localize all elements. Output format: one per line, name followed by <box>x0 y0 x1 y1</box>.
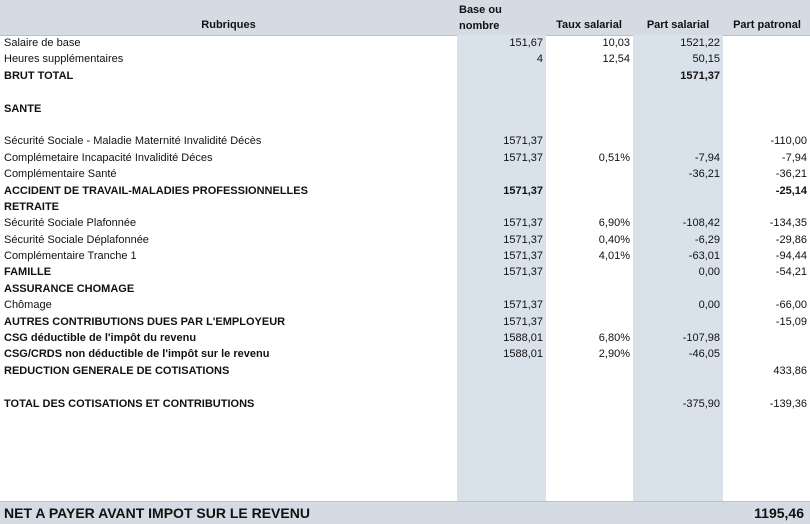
header-base-ou-nombre <box>459 2 545 34</box>
table-row <box>0 150 810 166</box>
row-taux: 0,40% <box>598 233 630 246</box>
row-label: SANTE <box>4 102 42 115</box>
table-row <box>0 166 810 182</box>
table-header <box>0 0 810 36</box>
row-label: Complémentaire Tranche 1 <box>4 250 137 263</box>
table-row <box>0 199 810 215</box>
row-part-patronal: -110,00 <box>770 135 807 148</box>
net-a-payer-row <box>0 501 810 524</box>
table-row <box>0 379 810 395</box>
row-label: RETRAITE <box>4 200 59 213</box>
table-row <box>0 264 810 280</box>
header-taux-salarial: Taux salarial <box>556 19 622 31</box>
header-part-salarial: Part salarial <box>646 19 710 31</box>
row-base: 1588,01 <box>503 332 543 345</box>
row-part-salarial: 50,15 <box>692 53 720 66</box>
row-label: CSG/CRDS non déductible de l'impôt sur le revenu <box>4 348 270 361</box>
row-taux: 0,51% <box>598 151 630 164</box>
row-label: AUTRES CONTRIBUTIONS DUES PAR L'EMPLOYEUR <box>4 315 286 328</box>
row-part-patronal: -29,86 <box>775 233 807 246</box>
net-a-payer-label: NET A PAYER AVANT IMPOT SUR LE REVENU <box>4 505 310 521</box>
row-part-patronal: -15,09 <box>775 315 807 328</box>
row-taux: 6,80% <box>598 332 630 345</box>
row-label: FAMILLE <box>4 266 52 279</box>
table-row <box>0 314 810 330</box>
table-row <box>0 101 810 117</box>
row-base: 1571,37 <box>503 266 543 279</box>
header-base-line2: nombre <box>459 20 500 32</box>
row-label: Salaire de base <box>4 37 81 49</box>
table-row <box>0 297 810 313</box>
row-part-patronal: -66,00 <box>775 299 807 312</box>
row-part-patronal: -25,14 <box>775 184 807 197</box>
row-part-salarial: -7,94 <box>694 151 720 164</box>
table-row <box>0 363 810 379</box>
row-part-patronal: 433,86 <box>773 364 807 377</box>
row-base: 1588,01 <box>503 348 543 361</box>
table-row <box>0 133 810 149</box>
net-a-payer-value: 1195,46 <box>754 505 804 521</box>
table-row <box>0 232 810 248</box>
header-base-line1: Base ou <box>459 4 502 16</box>
row-taux: 10,03 <box>602 37 630 49</box>
row-label: Heures supplémentaires <box>4 53 124 66</box>
row-part-salarial: 1571,37 <box>680 69 720 82</box>
row-base: 1571,37 <box>503 151 543 164</box>
row-label: Sécurité Sociale - Maladie Maternité Invalidité Décès <box>4 135 262 148</box>
table-row <box>0 68 810 84</box>
row-label: Complémetaire Incapacité Invalidité Déces <box>4 151 213 164</box>
row-base: 1571,37 <box>503 250 543 263</box>
row-base: 1571,37 <box>503 135 543 148</box>
row-label: BRUT TOTAL <box>4 69 74 82</box>
table-body <box>0 35 810 412</box>
row-label: ACCIDENT DE TRAVAIL-MALADIES PROFESSIONNELLES <box>4 184 308 197</box>
row-part-patronal: -139,36 <box>769 397 807 410</box>
row-base: 1571,37 <box>503 217 543 230</box>
row-part-patronal: -94,44 <box>775 250 807 263</box>
table-row <box>0 117 810 133</box>
row-part-salarial: -46,05 <box>688 348 720 361</box>
table-row <box>0 330 810 346</box>
row-part-patronal: -7,94 <box>781 151 807 164</box>
row-taux: 6,90% <box>598 217 630 230</box>
row-label: Sécurité Sociale Plafonnée <box>4 217 137 230</box>
table-row <box>0 281 810 297</box>
row-base: 1571,37 <box>503 315 543 328</box>
row-taux: 2,90% <box>598 348 630 361</box>
row-label: TOTAL DES COTISATIONS ET CONTRIBUTIONS <box>4 397 255 410</box>
table-row <box>0 183 810 199</box>
row-part-salarial: 0,00 <box>698 266 720 279</box>
row-part-salarial: -375,90 <box>682 397 720 410</box>
row-base: 4 <box>536 53 543 66</box>
table-row <box>0 35 810 51</box>
row-label: CSG déductible de l'impôt du revenu <box>4 332 197 345</box>
row-base: 1571,37 <box>503 233 543 246</box>
table-row <box>0 396 810 412</box>
row-label: REDUCTION GENERALE DE COTISATIONS <box>4 364 230 377</box>
table-row <box>0 248 810 264</box>
row-part-salarial: -63,01 <box>688 250 720 263</box>
row-part-salarial: -36,21 <box>688 168 720 181</box>
row-part-salarial: -6,29 <box>694 233 720 246</box>
table-row <box>0 84 810 100</box>
row-taux: 12,54 <box>602 53 630 66</box>
row-part-salarial: 1521,22 <box>680 37 720 49</box>
row-label: Complémentaire Santé <box>4 168 117 181</box>
row-part-salarial: -107,98 <box>682 332 720 345</box>
row-part-patronal: -36,21 <box>775 168 807 181</box>
row-taux: 4,01% <box>598 250 630 263</box>
header-part-patronal: Part patronal <box>733 19 801 31</box>
row-label: Chômage <box>4 299 52 312</box>
row-part-patronal: -134,35 <box>769 217 807 230</box>
row-label: Sécurité Sociale Déplafonnée <box>4 233 149 246</box>
row-part-salarial: 0,00 <box>698 299 720 312</box>
table-row <box>0 215 810 231</box>
row-base: 151,67 <box>509 37 543 49</box>
table-row <box>0 51 810 67</box>
row-label: ASSURANCE CHOMAGE <box>4 282 135 295</box>
row-part-patronal: -54,21 <box>775 266 807 279</box>
row-part-salarial: -108,42 <box>682 217 720 230</box>
row-base: 1571,37 <box>503 299 543 312</box>
header-rubriques: Rubriques <box>201 19 256 31</box>
table-row <box>0 346 810 362</box>
row-base: 1571,37 <box>503 184 543 197</box>
